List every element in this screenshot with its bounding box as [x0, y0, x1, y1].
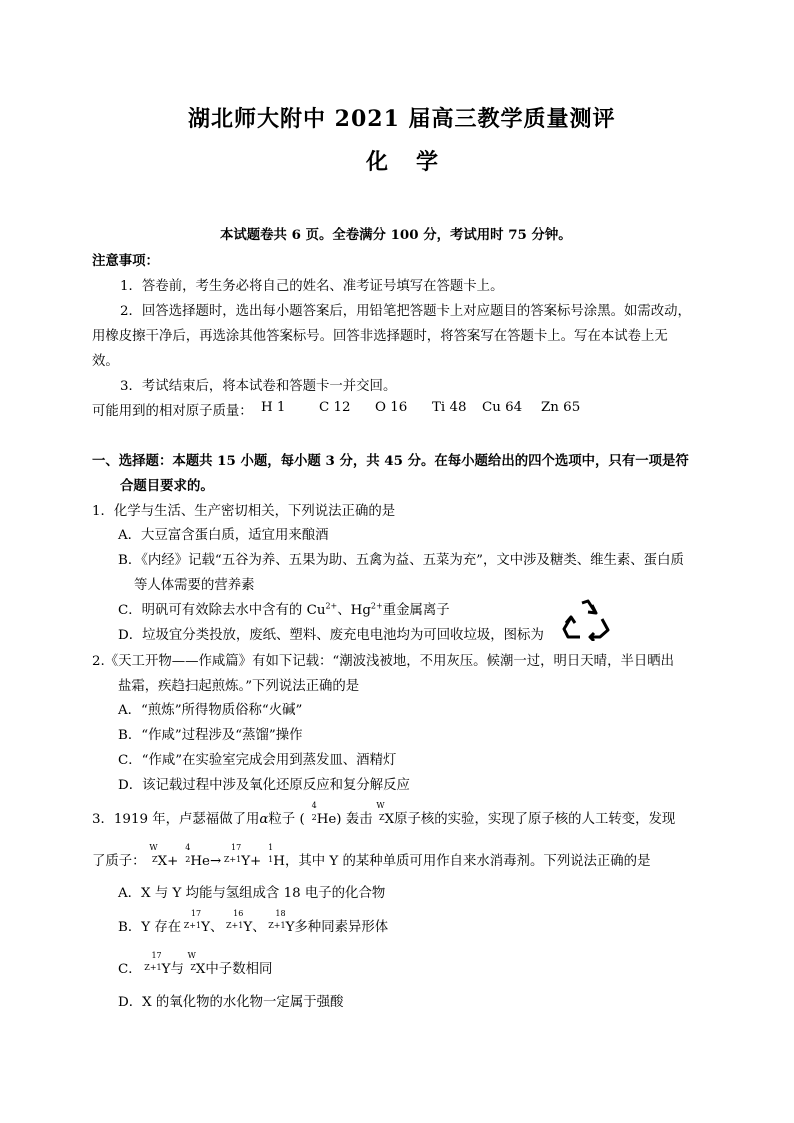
eq-x-symbol: X: [157, 854, 168, 869]
b-y16-mass: 16: [233, 909, 244, 918]
x-atomic-number: Z: [379, 813, 385, 822]
q3-option-d: D．X 的氧化物的水化物一定属于强酸: [118, 995, 344, 1010]
eq-h-symbol: H: [273, 854, 285, 869]
subject-title: 化学: [366, 149, 467, 175]
c-y-index: [142, 951, 162, 973]
q2-stem-line-2: 盐霜，疾趋扫起煎炼。”下列说法正确的是: [118, 679, 360, 694]
eq-x-z: Z: [152, 855, 158, 864]
exam-info: 本试题卷共 6 页。全卷满分 100 分，考试用时 75 分钟。: [220, 227, 572, 243]
atomic-mass-label: 可能用到的相对原子质量：: [92, 404, 253, 419]
he-symbol: He: [316, 812, 337, 827]
notice-item-2-line-2: 用橡皮擦干净后，再选涂其他答案标号。回答非选择题时，将答案写在答题卡上。写在本试卷上无: [92, 329, 668, 344]
eq-h-mass: 1: [268, 843, 274, 852]
atomic-mass-c: C 12: [319, 400, 351, 415]
recycle-icon: [562, 597, 612, 641]
alpha-symbol: α: [259, 812, 269, 827]
q3-option-c: [118, 951, 273, 977]
b-y17-index: [181, 909, 202, 931]
x-mass-number: W: [376, 801, 385, 810]
q1-stem: 1．化学与生活、生产密切相关，下列说法正确的是: [92, 504, 396, 519]
q1-option-c: [118, 599, 450, 618]
eq-he-symbol: He: [190, 854, 210, 869]
eq-y-symbol: Y: [241, 854, 251, 869]
eq-he-index: [178, 843, 191, 865]
q3-option-a: A．X 与 Y 均能与氢组成含 18 电子的化合物: [118, 886, 386, 901]
cu-charge: 2+: [325, 601, 338, 611]
eq-y-z: Z+1: [223, 855, 242, 864]
q3b-text-2: 多种同素异形体: [294, 920, 389, 935]
notice-item-2-line-3: 效。: [92, 354, 119, 369]
b-y16-z: Z+1: [225, 921, 244, 930]
q1-option-b-line-2: 等人体需要的营养素: [134, 578, 255, 593]
q1-option-c-text-2: 、Hg: [337, 603, 371, 618]
q3-text-6: ，其中 Y 的某种单质可用作自来水消毒剂。下列说法正确的是: [284, 854, 651, 869]
q1-option-c-text-3: 重金属离子: [382, 603, 450, 618]
hg-charge: 2+: [370, 601, 383, 611]
he-mass-number: 4: [311, 801, 317, 810]
q3-text-1: 3．1919 年，卢瑟福做了用: [92, 812, 260, 827]
eq-x-mass: W: [149, 843, 158, 852]
q3-stem-line-2: [92, 843, 651, 869]
q1-option-c-text-1: C．明矾可有效除去水中含有的 Cu: [118, 603, 326, 618]
q2-stem-line-1: 2.《天工开物——作咸篇》有如下记载：“潮波浅被地，不用灰压。候潮一过，明日天晴，半日晒出: [92, 654, 675, 669]
c-x-mass: W: [187, 951, 196, 960]
q3-text-3: ) 轰击: [336, 812, 373, 827]
eq-plus-1: +: [167, 854, 179, 869]
b-y17-mass: 17: [190, 909, 202, 918]
q1-option-d: D．垃圾宜分类投放，废纸、塑料、废充电电池均为可回收垃圾，图标为: [118, 628, 544, 643]
q3-text-5: 了质子：: [92, 854, 146, 869]
x-nuclide-index: [373, 801, 385, 823]
atomic-mass-h: H 1: [261, 400, 286, 415]
atomic-mass-cu: Cu 64: [482, 400, 523, 415]
q1-option-b-line-1: B．《内经》记载“五谷为养、五果为助、五禽为益、五菜为充”，文中涉及糖类、维生素、蛋白质: [118, 553, 684, 568]
eq-plus-2: +: [250, 854, 262, 869]
b-y17-symbol: Y: [201, 920, 210, 935]
q1-option-a: A．大豆富含蛋白质，适宜用来酿酒: [118, 528, 329, 543]
q3-text-2: 粒子 (: [268, 812, 305, 827]
c-y-symbol: Y: [161, 962, 171, 977]
atomic-mass-o: O 16: [375, 400, 408, 415]
b-y16-index: [223, 909, 244, 931]
q2-option-c: C．“作咸”在实验室完成会用到蒸发皿、酒精灯: [118, 753, 397, 768]
q3c-text-3: 中子数相同: [205, 962, 273, 977]
b-y18-symbol: Y: [285, 920, 295, 935]
c-x-symbol: X: [195, 962, 206, 977]
q3b-sep-1: 、: [209, 920, 224, 935]
eq-he-z: 2: [185, 855, 191, 864]
q3b-text-1: B．Y 存在: [118, 920, 182, 935]
b-y18-mass: 18: [275, 909, 286, 918]
exam-title: 湖北师大附中 2021 届高三教学质量测评: [188, 106, 616, 132]
eq-y-index: [221, 843, 242, 865]
b-y17-z: Z+1: [183, 921, 202, 930]
notice-heading: 注意事项：: [92, 253, 159, 269]
he-nuclide-index: [305, 801, 317, 823]
section-1-heading-line-2: 合题目要求的。: [120, 478, 214, 494]
c-x-z: Z: [190, 963, 196, 972]
q3b-sep-2: 、: [252, 920, 266, 935]
eq-y-mass: 17: [231, 843, 242, 852]
atomic-mass-zn: Zn 65: [541, 400, 581, 415]
eq-h-z: 1: [268, 855, 274, 864]
x-symbol: X: [384, 812, 395, 827]
section-1-heading-line-1: 一、选择题：本题共 15 小题，每小题 3 分，共 45 分。在每小题给出的四个选项中，只有一项是符: [92, 453, 689, 469]
c-y-z: Z+1: [144, 963, 162, 972]
q2-option-b: B．“作咸”过程涉及“蒸馏”操作: [118, 728, 303, 743]
q3c-text-1: C．: [118, 962, 142, 977]
notice-item-2-line-1: 2．回答选择题时，选出每小题答案后，用铅笔把答题卡上对应题目的答案标号涂黑。如需改动，: [120, 304, 691, 319]
atomic-mass-ti: Ti 48: [432, 400, 467, 415]
c-y-mass: 17: [151, 951, 162, 960]
eq-he-mass: 4: [185, 843, 191, 852]
c-x-index: [184, 951, 196, 973]
q3c-text-2: 与: [170, 962, 184, 977]
b-y16-symbol: Y: [243, 920, 253, 935]
reaction-arrow: →: [209, 854, 222, 869]
eq-h-index: [261, 843, 274, 865]
eq-x-index: [146, 843, 158, 865]
notice-item-3: 3．考试结束后，将本试卷和答题卡一并交回。: [120, 379, 397, 394]
notice-item-1: 1．答卷前，考生务必将自己的姓名、准考证号填写在答题卡上。: [120, 279, 504, 294]
he-atomic-number: 2: [311, 813, 317, 822]
b-y18-index: [266, 909, 286, 931]
q3-option-b: [118, 909, 389, 935]
b-y18-z: Z+1: [268, 921, 286, 930]
q3-stem-line-1: [92, 801, 676, 827]
q3-text-4: 原子核的实验，实现了原子核的人工转变，发现: [394, 812, 676, 827]
q2-option-a: A．“煎炼”所得物质俗称“火碱”: [118, 703, 303, 718]
q2-option-d: D．该记载过程中涉及氧化还原反应和复分解反应: [118, 778, 410, 793]
